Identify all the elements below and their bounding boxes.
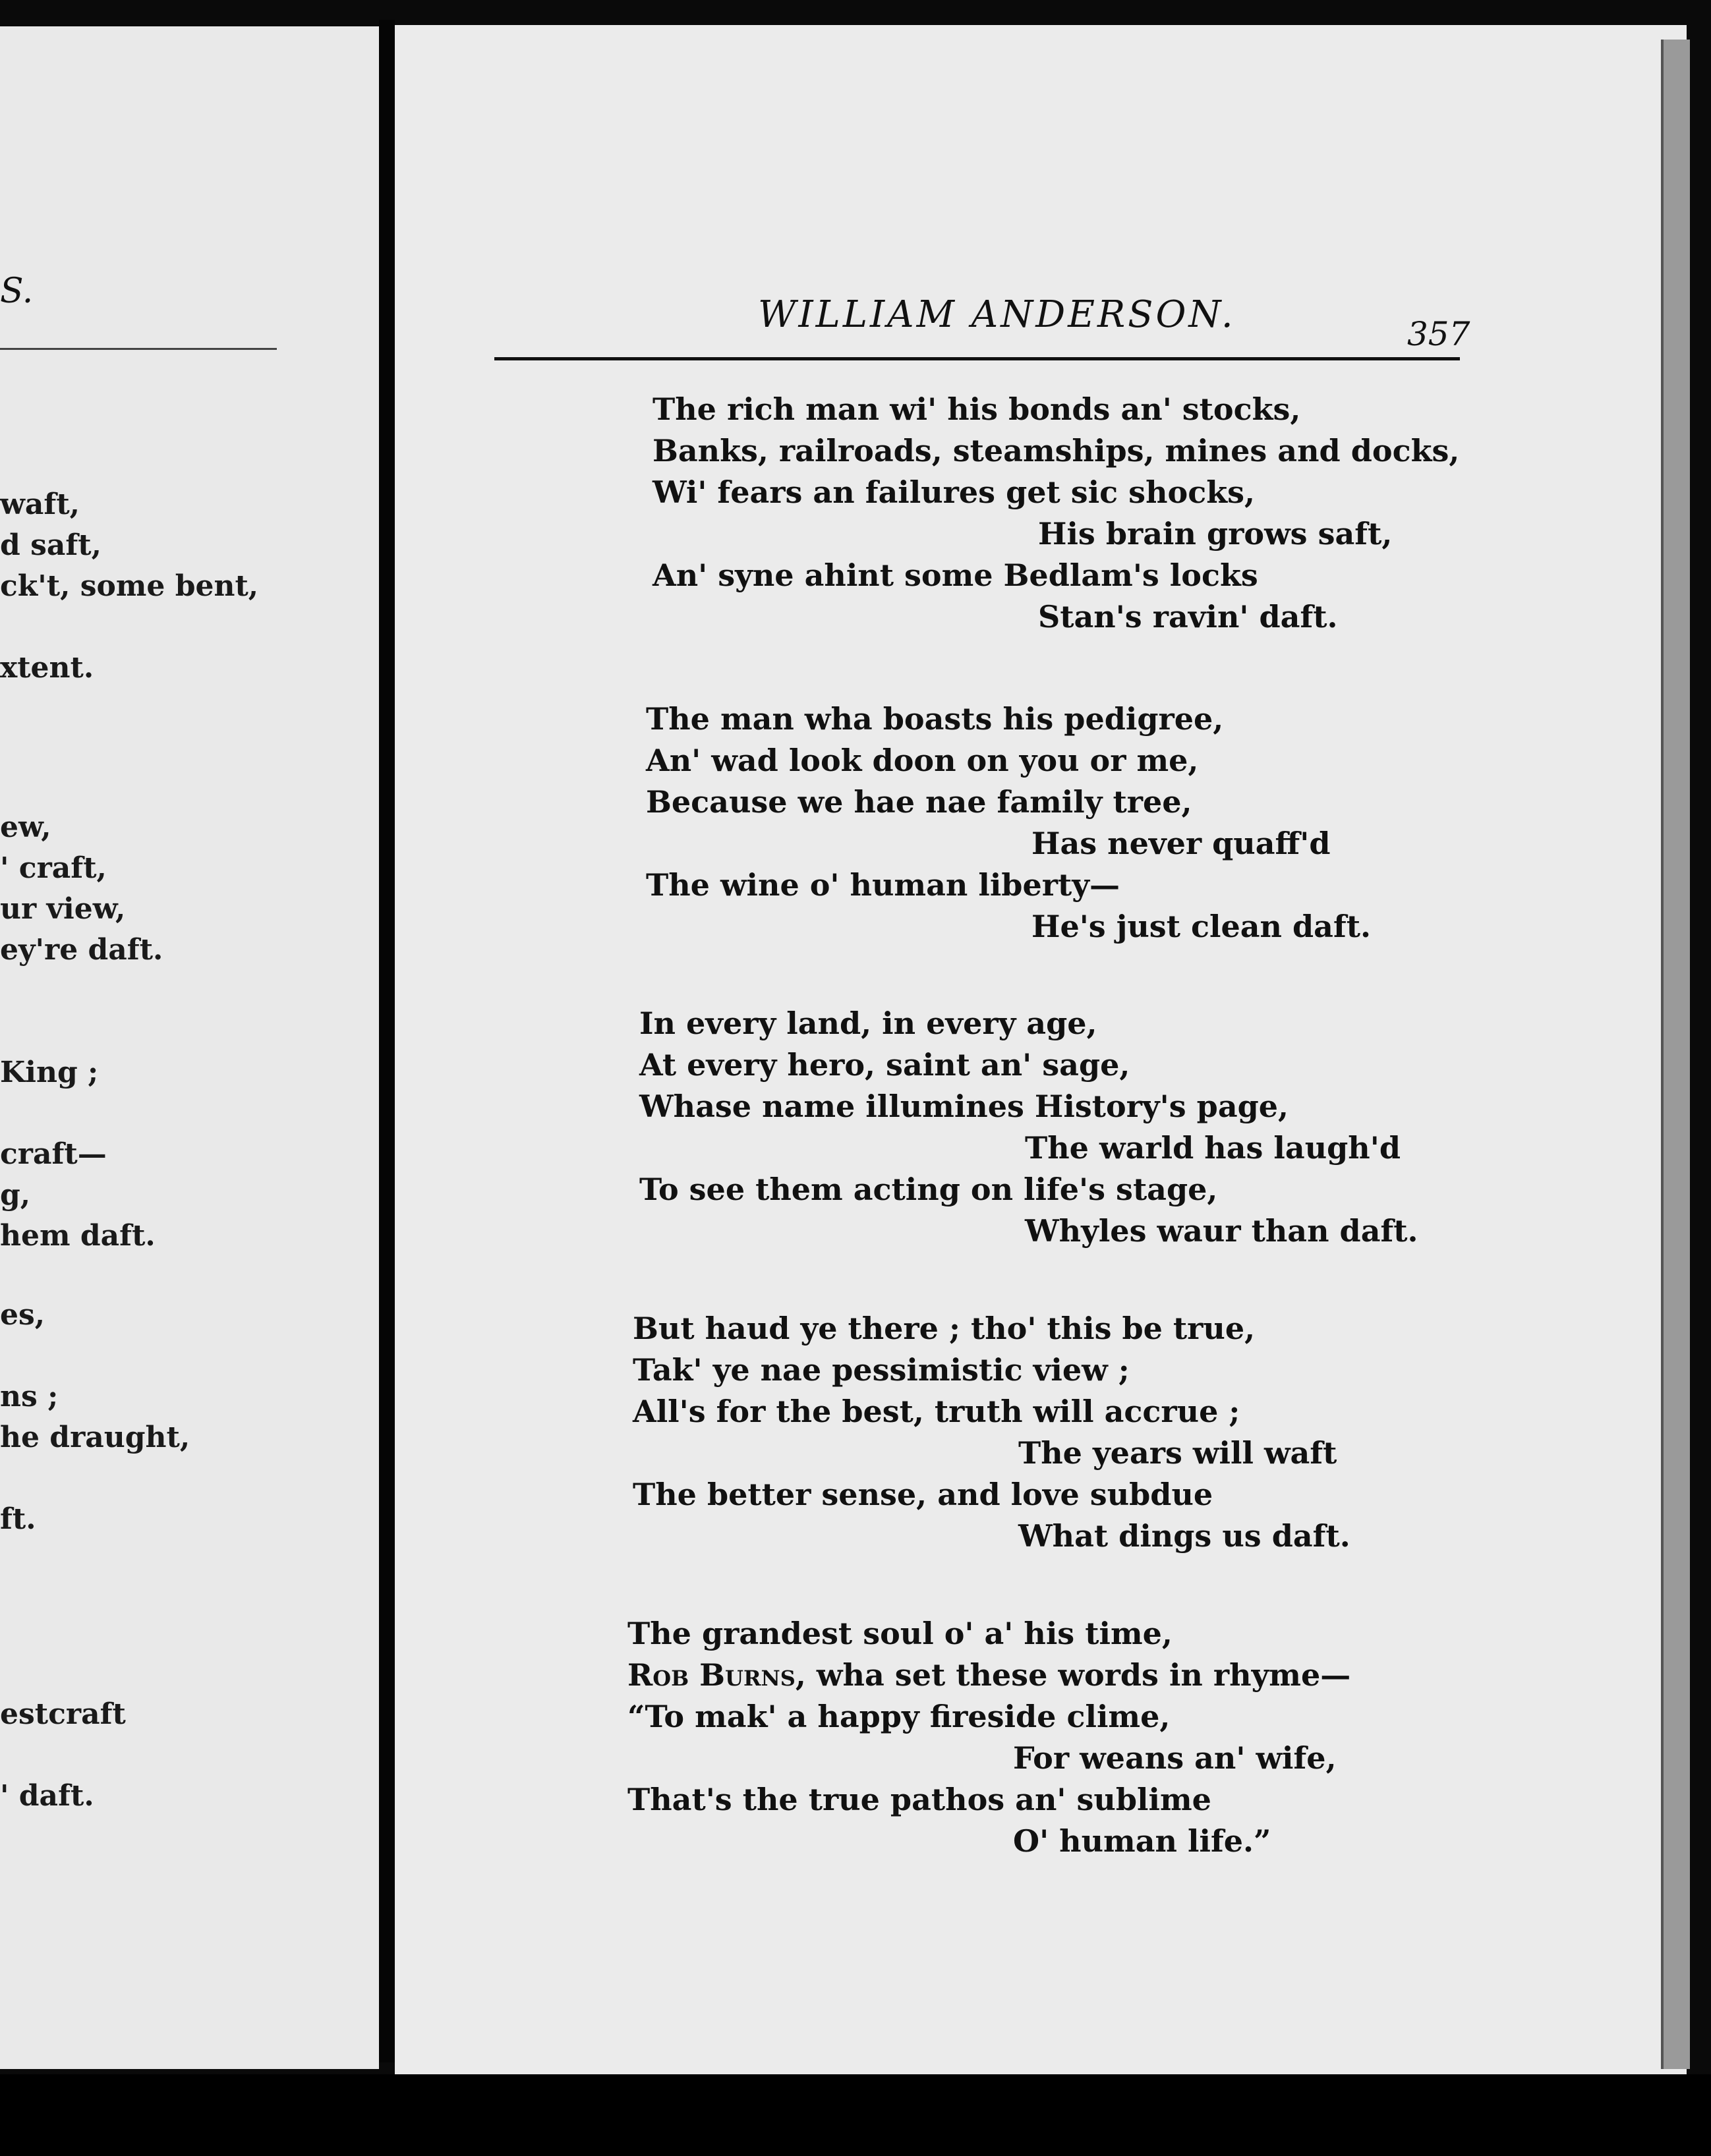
verse-line: An' wad look doon on you or me,: [646, 743, 1199, 778]
left-line: es,: [0, 1298, 45, 1332]
verse-line: At every hero, saint an' sage,: [639, 1047, 1130, 1083]
verse-line: Banks, railroads, steamships, mines and docks,: [652, 433, 1460, 468]
stanza: [633, 1308, 1350, 1557]
verse-line: An' syne ahint some Bedlam's locks: [652, 557, 1258, 593]
stanza: [652, 389, 1459, 638]
left-line: xtent.: [0, 651, 94, 685]
page-edge: [1661, 40, 1690, 2069]
verse-line-indented: Stan's ravin' daft.: [1038, 599, 1338, 635]
verse-line: To see them acting on life's stage,: [639, 1172, 1218, 1207]
verse-line-indented: Has never quaff'd: [1031, 826, 1331, 861]
scan-bottom-border: [0, 2074, 1711, 2156]
verse-line-indented: O' human life.”: [1013, 1823, 1271, 1859]
verse-line-indented: The years will waft: [1018, 1435, 1337, 1471]
running-head: WILLIAM ANDERSON.: [758, 293, 1236, 336]
left-line: ur view,: [0, 892, 126, 926]
verse-line: But haud ye there ; tho' this be true,: [633, 1311, 1256, 1346]
verse-line: That's the true pathos an' sublime: [627, 1782, 1211, 1817]
verse-line: In every land, in every age,: [639, 1006, 1097, 1041]
verse-line: Wi' fears an failures get sic shocks,: [652, 474, 1256, 510]
verse-line: The rich man wi' his bonds an' stocks,: [652, 391, 1301, 427]
verse-line-indented: For weans an' wife,: [1013, 1740, 1337, 1776]
left-line: he draught,: [0, 1421, 190, 1454]
left-line: estcraft: [0, 1697, 126, 1731]
left-line: ns ;: [0, 1380, 59, 1413]
left-line: hem daft.: [0, 1219, 156, 1253]
binding-gutter: [379, 20, 395, 2062]
left-line: ft.: [0, 1502, 36, 1536]
verse-line: The man wha boasts his pedigree,: [646, 701, 1224, 737]
verse-line: [627, 1655, 1350, 1696]
verse-line-indented: What dings us daft.: [1018, 1518, 1350, 1554]
verse-line: The better sense, and love subdue: [633, 1477, 1213, 1512]
author-name-smallcaps: Rob Burns: [627, 1657, 796, 1693]
stanza: [639, 1003, 1418, 1252]
left-line: ey're daft.: [0, 933, 163, 967]
verse-line: Because we hae nae family tree,: [646, 784, 1192, 820]
left-line: ' daft.: [0, 1779, 94, 1813]
left-line: g,: [0, 1178, 31, 1212]
left-running-head-fragment: S.: [0, 271, 34, 311]
verse-line: “To mak' a happy fireside clime,: [627, 1699, 1171, 1734]
page-number: 357: [1407, 315, 1470, 353]
verse-line-indented: The warld has laugh'd: [1025, 1130, 1401, 1166]
left-line: d saft,: [0, 528, 102, 562]
verse-line-indented: His brain grows saft,: [1038, 516, 1393, 552]
left-page: [0, 26, 379, 2069]
verse-line: The wine o' human liberty—: [646, 867, 1120, 903]
verse-line-rest: , wha set these words in rhyme—: [795, 1657, 1351, 1693]
verse-line: The grandest soul o' a' his time,: [627, 1616, 1173, 1651]
left-line: ew,: [0, 810, 51, 844]
verse-line: All's for the best, truth will accrue ;: [633, 1394, 1240, 1429]
verse-line-indented: He's just clean daft.: [1031, 909, 1372, 944]
head-rule: [494, 357, 1460, 360]
left-line: craft—: [0, 1137, 107, 1171]
stanza: [646, 698, 1371, 948]
left-line: ' craft,: [0, 851, 107, 885]
verse-line: Whase name illumines History's page,: [639, 1089, 1289, 1124]
verse-line: Tak' ye nae pessimistic view ;: [633, 1352, 1130, 1388]
left-line: ck't, some bent,: [0, 569, 259, 603]
left-line: King ;: [0, 1056, 99, 1089]
left-head-rule: [0, 348, 277, 350]
left-line: waft,: [0, 488, 80, 521]
stanza: [627, 1613, 1350, 1862]
verse-line-indented: Whyles waur than daft.: [1025, 1213, 1418, 1249]
